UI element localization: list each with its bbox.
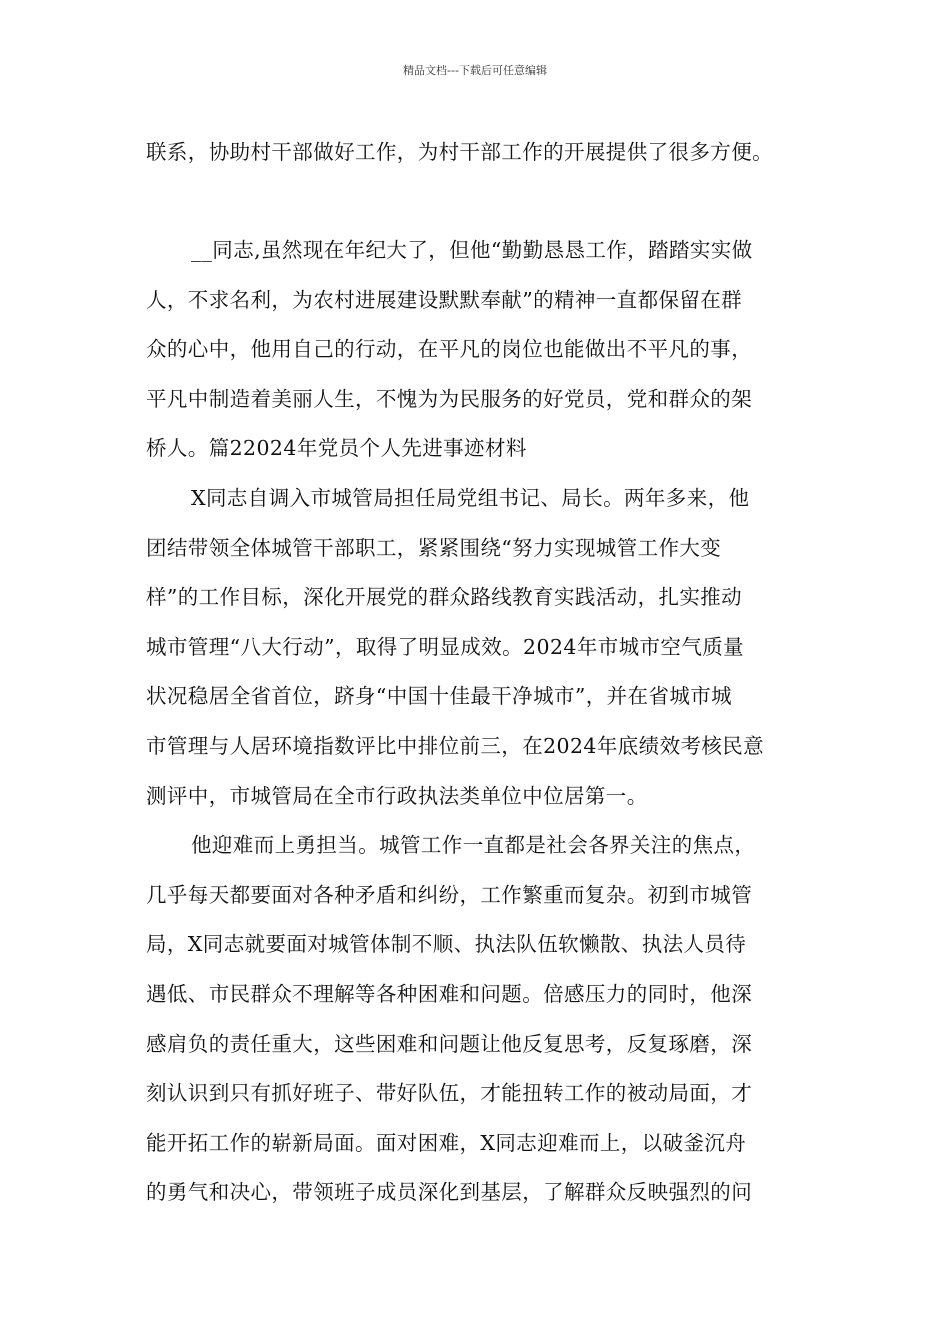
text-line: 几乎每天都要面对各种矛盾和纠纷，工作繁重而复杂。初到市城管 [146, 882, 753, 907]
text-line: 众的心中，他用自己的行动，在平凡的岗位也能做出不平凡的事， [146, 337, 753, 362]
body-text [146, 226, 810, 1218]
text-line: 市管理与人居环境指数评比中排位前三，在2024年底绩效考核民意 [146, 733, 765, 758]
text-line: 桥人。篇22024年党员个人先进事迹材料 [146, 436, 527, 461]
text-line: 人，不求名利，为农村进展建设默默奉献”的精神一直都保留在群 [146, 287, 743, 312]
page-header: 精品文档---下载后可任意编辑 [403, 64, 547, 77]
text-line: 状况稳居全省首位，跻身“中国十佳最干净城市”，并在省城市城 [146, 684, 733, 709]
text-line: 样”的工作目标，深化开展党的群众路线教育实践活动，扎实推动 [146, 585, 743, 610]
text-line: 他迎难而上勇担当。城管工作一直都是社会各界关注的焦点， [191, 833, 756, 858]
paragraph [146, 128, 810, 178]
text-line: X同志自调入市城管局担任局党组书记、局长。两年多来，他 [191, 485, 750, 510]
text-line: 遇低、市民群众不理解等各种困难和问题。倍感压力的同时，他深 [146, 981, 753, 1006]
text-line: 测评中，市城管局在全市行政执法类单位中位居第一。 [146, 783, 648, 808]
continued-paragraph [146, 128, 810, 178]
text-line: 城市管理“八大行动”，取得了明显成效。2024年市城市空气质量 [146, 634, 745, 659]
text-line: 局，X同志就要面对城管体制不顺、执法队伍软懒散、执法人员待 [146, 932, 747, 957]
paragraph [146, 821, 810, 1218]
text-line: 刻认识到只有抓好班子、带好队伍，才能扭转工作的被动局面，才 [146, 1081, 753, 1106]
text-line: 团结带领全体城管干部职工，紧紧围绕“努力实现城管工作大变 [146, 535, 722, 560]
text-line: 平凡中制造着美丽人生，不愧为为民服务的好党员，党和群众的架 [146, 386, 753, 411]
paragraph [146, 474, 810, 821]
text-line: 能开拓工作的崭新局面。面对困难，X同志迎难而上，以破釜沉舟 [146, 1130, 747, 1155]
paragraph [146, 226, 810, 474]
text-line: __同志,虽然现在年纪大了，但他“勤勤恳恳工作，踏踏实实做 [191, 238, 753, 262]
text-line: 的勇气和决心，带领班子成员深化到基层，了解群众反映强烈的问 [146, 1180, 753, 1205]
text-line: 联系，协助村干部做好工作，为村干部工作的开展提供了很多方便。 [146, 140, 773, 164]
text-line: 感肩负的责任重大，这些困难和问题让他反复思考，反复琢磨，深 [146, 1031, 753, 1056]
